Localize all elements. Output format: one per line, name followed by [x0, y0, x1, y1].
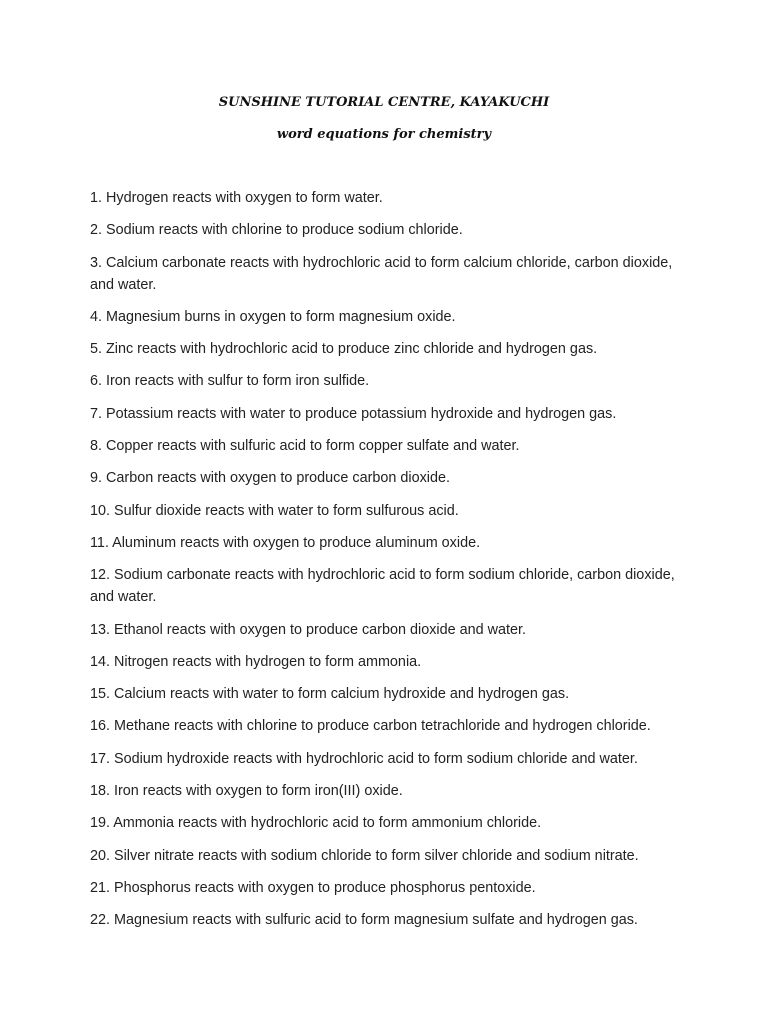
equation-list	[90, 187, 680, 942]
list-item: 3. Calcium carbonate reacts with hydrochloric acid to form calcium chloride, carbon dioxide, and water.	[90, 254, 673, 293]
list-item: 11. Aluminum reacts with oxygen to produce aluminum oxide.	[90, 534, 481, 551]
list-item: 4. Magnesium burns in oxygen to form magnesium oxide.	[90, 308, 456, 325]
list-item: 20. Silver nitrate reacts with sodium chloride to form silver chloride and sodium nitrate.	[90, 847, 639, 864]
list-item: 5. Zinc reacts with hydrochloric acid to produce zinc chloride and hydrogen gas.	[90, 341, 598, 358]
document-title: SUNSHINE TUTORIAL CENTRE, KAYAKUCHI	[218, 95, 550, 110]
document-subtitle: word equations for chemistry	[276, 127, 492, 142]
list-item: 22. Magnesium reacts with sulfuric acid to form magnesium sulfate and hydrogen gas.	[90, 912, 638, 929]
list-item: 7. Potassium reacts with water to produce potassium hydroxide and hydrogen gas.	[90, 405, 617, 422]
list-item: 2. Sodium reacts with chlorine to produce sodium chloride.	[90, 222, 463, 239]
list-item: 13. Ethanol reacts with oxygen to produce carbon dioxide and water.	[90, 621, 526, 638]
list-item: 21. Phosphorus reacts with oxygen to produce phosphorus pentoxide.	[90, 879, 536, 896]
list-item: 9. Carbon reacts with oxygen to produce carbon dioxide.	[90, 470, 450, 487]
list-item: 17. Sodium hydroxide reacts with hydrochloric acid to form sodium chloride and water.	[90, 750, 638, 767]
list-item: 12. Sodium carbonate reacts with hydrochloric acid to form sodium chloride, carbon dioxide, and water.	[90, 567, 675, 606]
list-item: 16. Methane reacts with chlorine to produce carbon tetrachloride and hydrogen chloride.	[90, 718, 651, 735]
list-item: 18. Iron reacts with oxygen to form iron(III) oxide.	[90, 783, 403, 800]
list-item: 8. Copper reacts with sulfuric acid to form copper sulfate and water.	[90, 438, 520, 455]
list-item: 14. Nitrogen reacts with hydrogen to form ammonia.	[90, 653, 422, 670]
list-item: 10. Sulfur dioxide reacts with water to form sulfurous acid.	[90, 502, 459, 519]
list-item: 1. Hydrogen reacts with oxygen to form water.	[90, 190, 383, 206]
list-item: 19. Ammonia reacts with hydrochloric acid to form ammonium chloride.	[90, 815, 542, 832]
list-item: 15. Calcium reacts with water to form calcium hydroxide and hydrogen gas.	[90, 686, 570, 703]
list-item: 6. Iron reacts with sulfur to form iron sulfide.	[90, 373, 370, 390]
